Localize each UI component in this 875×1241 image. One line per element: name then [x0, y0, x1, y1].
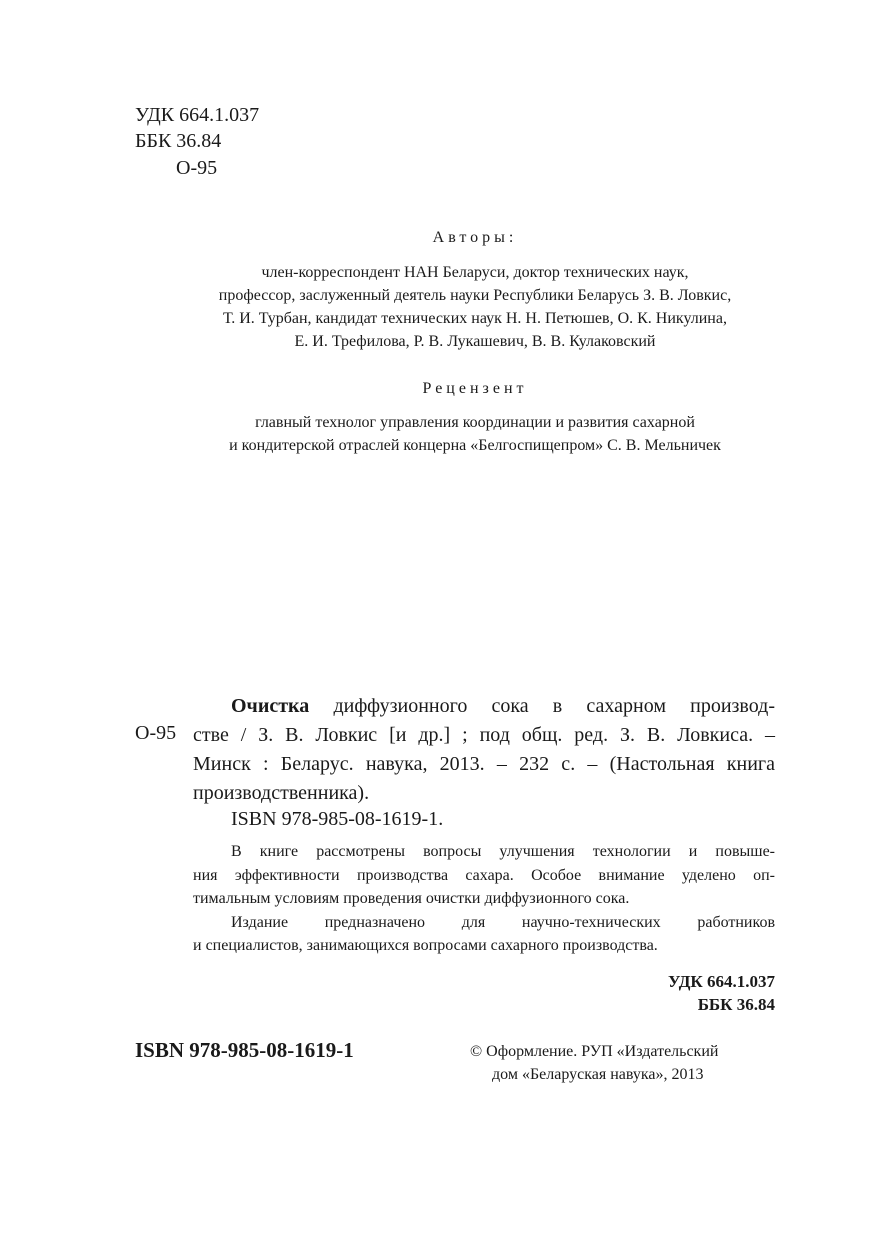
catalog-line-2: стве / З. В. Ловкис [и др.] ; под общ. ред. З. В. Ловкиса. –: [193, 724, 775, 746]
catalog-line-1-rest: диффузионного сока в сахарном производ-: [333, 695, 775, 717]
catalog-author-mark: О-95: [135, 722, 177, 744]
footer-bbk: ББК 36.84: [697, 995, 775, 1014]
catalog-line-4: производственника).: [193, 782, 370, 804]
reviewer-line: главный технолог управления координации и развития сахарной: [255, 414, 695, 431]
authors-line: профессор, заслуженный деятель науки Республики Беларусь З. В. Ловкис,: [218, 287, 732, 304]
authors-line: Т. И. Турбан, кандидат технических наук Н. Н. Петюшев, О. К. Никулина,: [223, 310, 727, 327]
authors-heading: Авторы:: [432, 229, 518, 246]
catalog-title: Очистка: [231, 695, 310, 717]
authors-line: член-корреспондент НАН Беларуси, доктор технических наук,: [261, 264, 689, 281]
annotation-line: и специалистов, занимающихся вопросами сахарного производства.: [193, 937, 658, 954]
footer-udk: УДК 664.1.037: [667, 972, 775, 991]
copyright-line-2: дом «Беларуская навука», 2013: [492, 1066, 704, 1083]
reviewer-line: и кондитерской отраслей концерна «Белгоспищепром» С. В. Мельничек: [229, 437, 721, 454]
catalog-line-1: [193, 692, 775, 721]
footer-isbn: ISBN 978-985-08-1619-1: [135, 1038, 354, 1062]
annotation-line: Издание предназначено для научно-технических работников: [231, 913, 775, 931]
reviewer-text: [140, 411, 810, 457]
authors-list: [140, 261, 810, 353]
catalog-isbn: ISBN 978-985-08-1619-1.: [231, 808, 444, 830]
reviewer-heading: Рецензент: [422, 380, 528, 397]
copyright: [470, 1040, 775, 1086]
annotation-line: ния эффективности производства сахара. Особое внимание уделено оп-: [193, 866, 775, 884]
annotation-line: тимальным условиям проведения очистки диффузионного сока.: [193, 890, 630, 907]
annotation-line: В книге рассмотрены вопросы улучшения технологии и повыше-: [231, 843, 775, 860]
authors-line: Е. И. Трефилова, Р. В. Лукашевич, В. В. Кулаковский: [294, 333, 656, 350]
catalog-entry: [193, 692, 775, 808]
udk-code: УДК 664.1.037: [135, 104, 260, 126]
annotation: [193, 840, 775, 958]
bbk-code: ББК 36.84: [135, 130, 222, 152]
catalog-line-3: Минск : Беларус. навука, 2013. – 232 с. – (Настольная книга: [193, 753, 775, 775]
author-mark: О-95: [176, 157, 218, 179]
copyright-line-1: © Оформление. РУП «Издательский: [470, 1043, 719, 1060]
